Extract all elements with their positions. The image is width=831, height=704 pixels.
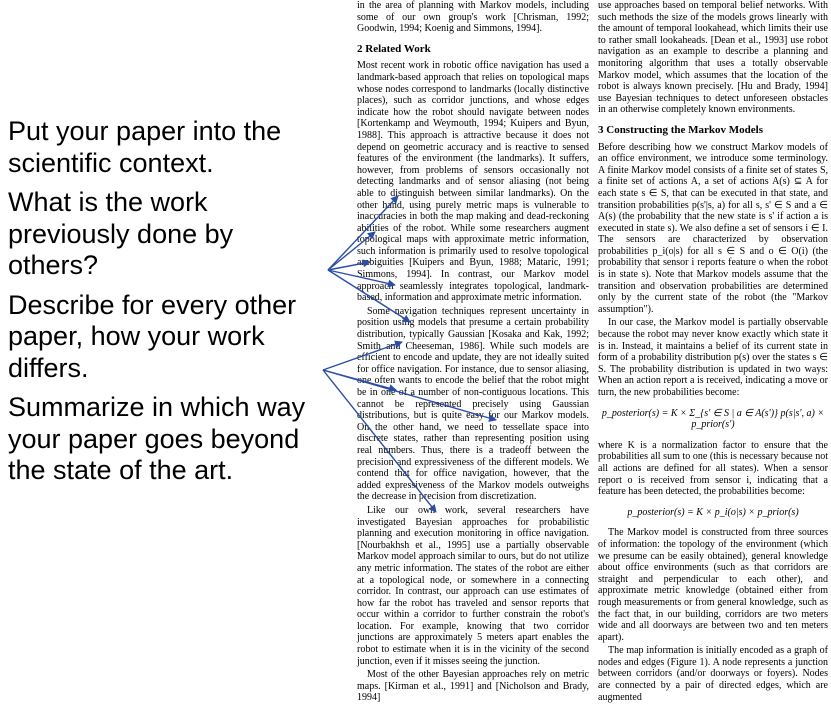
related-work-paragraph-1: Most recent work in robotic office navigation has used a landmark-based approach that relies on topological maps whose nodes correspond to landmarks (locally distinctive places), such as corridor junctions, and whose edges indicate how the robot should navigate between nodes [Kortenkamp and Weymouth, 1994; Kuipers and Byun, 1988]. This approach is attractive because it does not depend on geometric accuracy and is reactive to sensed features of the environment (the landmarks). It suffers, however, from problems of sensors occasionally not detecting landmarks and of sensor aliasing (not being able to distinguish between similar landmarks). On the other hand, using purely metric maps is vulnerable to inaccuracies in both the map making and dead-reckoning abilities of the robot. While some researchers augment topological maps with approximate metric information, such information is primarily used to resolve topological ambiguities [Kuipers and Byun, 1988; Mataric, 1991; Simmons, 1994]. In contrast, our Markov model approach seamlessly integrates topological, landmark-based, information and approximate metric information. — [357, 60, 589, 304]
bullet-differences: Describe for every other paper, how your work differs. — [8, 289, 297, 383]
related-work-continued-paragraph: use approaches based on temporal belief networks. With such methods the size of the models grows linearly with the amount of temporal lookahead, which limits their use to rather small lookaheads. [Dean et al., 1993] use robot navigation as an example to describe a planning and monitoring algorithm that uses a totally observable Markov model, which assumes that the location of the robot is always known precisely. [Hu and Brady, 1994] use Bayesian techniques to detect unforeseen obstacles in an otherwise completely known environments. — [598, 0, 828, 116]
map-information-paragraph: The map information is initially encoded as a graph of nodes and edges (Figure 1). A node represents a junction between corridors (and/or doorways or foyers). Nodes are connected by a pair of directed edges, which are augmented — [598, 645, 828, 703]
bullet-summary: Summarize in which way your paper goes beyond the state of the art. — [8, 392, 306, 485]
related-work-paragraph-2: Some navigation techniques represent uncertainty in position using models that presume a certain probability distribution, typically Gaussian [Kosaka and Kak, 1992; Smith and Cheeseman, 1986]. While such models are efficient to encode and update, they are not ideally suited for office navigation. For instance, due to sensor aliasing, one often wants to encode the belief that the robot might be in one of a number of non-contiguous locations. This cannot be represented precisely using Gaussian distributions, but is quite easy for our Markov models. On the other hand, we need to tessellate space into discrete states, rather than representing position using real numbers. Thus, there is a tradeoff between the precision and expressiveness of the different models. We contend that for office navigation, however, that the added expressiveness of the Markov models outweighs the decrease in precision from discretization. — [357, 305, 589, 503]
normalization-paragraph: where K is a normalization factor to ensure that the probabilities all sum to one (this is necessary because not all actions are defined for all states). When a sensor report o is received from sensor i, indicating that a feature has been detected, the probabilities become: — [598, 439, 828, 498]
bullet-context: Put your paper into the scientific context. — [8, 116, 282, 178]
belief-update-paragraph: In our case, the Markov model is partially observable because the robot may never know exactly which state it is in. Instead, it maintains a belief of its current state in form of a probability distribution p(s) over the states s ∈ S. The probability distribution is updated in two ways: When an action report a is received, indicating a move or turn, the new probabilities become: — [598, 317, 828, 398]
intro-tail-paragraph: in the area of planning with Markov models, including some of our own group's work [Chrisman, 1992; Goodwin, 1994; Koenig and Simmons, 1994]. — [357, 0, 589, 35]
related-work-paragraph-3: Like our own work, several researchers have investigated Bayesian approaches for probabilistic planning and execution monitoring in office navigation. [Nourbakhsh et al., 1995] use a partially observable Markov model approach similar to ours, but do not utilize any metric information. The states of the robot are either at a topological node, or somewhere in a connecting corridor. In contrast, our approach can use estimates of how far the robot has traveled and sensor reports that occur within a corridor to further constrain the robot's location. For example, knowing that two corridor junctions are approximately 5 meters apart enables the robot to estimate when it is in the vicinity of the second junction, even if it misses seeing the junction. — [357, 504, 589, 667]
section-markov-models-heading: 3 Constructing the Markov Models — [598, 123, 763, 136]
markov-terminology-paragraph: Before describing how we construct Markov models of an office environment, we introduce some terminology. A finite Markov model consists of a finite set of states S, a finite set of actions A, a set of actions A(s) ⊆ A for each state s ∈ S, that can be executed in that state, and transition probabilities p(s'|s, a) for all s, s' ∈ S and a ∈ A(s) (the probability that the new state is s' if action a is executed in state s). We also define a set of sensors i ∈ I. The sensors are characterized by observation probabilities p_i(o|s) for all s ∈ S and o ∈ O(i) (the probability that sensor i reports feature o when the robot is in state s). Note that Markov models assume that the transition and observation probabilities are determined only by the current state of the robot (the "Markov assumption"). — [598, 141, 828, 315]
bullet-list — [8, 116, 328, 495]
paper-right-column — [598, 0, 828, 703]
paper-page — [352, 0, 831, 704]
action-update-equation: p_posterior(s) = K × Σ_{s' ∈ S | a ∈ A(s')} p(s|s', a) × p_prior(s') — [601, 407, 825, 431]
model-construction-paragraph: The Markov model is constructed from three sources of information: the topology of the environment (which we presume can be easily obtained), general knowledge about office environments (such as that corridors are straight and perpendicular to each other), and approximate metric knowledge (obtained either from rough measurements or from general knowledge, such as the fact that, in our building, corridors are two meters wide and all doorways are between two and ten meters apart). — [598, 527, 828, 643]
related-work-paragraph-4: Most of the other Bayesian approaches rely on metric maps. [Kirman et al., 1991] and [Nicholson and Brady, 1994] — [357, 669, 589, 704]
sensor-update-equation: p_posterior(s) = K × p_i(o|s) × p_prior(s) — [627, 506, 799, 518]
paper-left-column — [357, 0, 589, 704]
bullet-previous-work: What is the work previously done by others? — [8, 187, 234, 280]
section-related-work-heading: 2 Related Work — [357, 42, 431, 55]
